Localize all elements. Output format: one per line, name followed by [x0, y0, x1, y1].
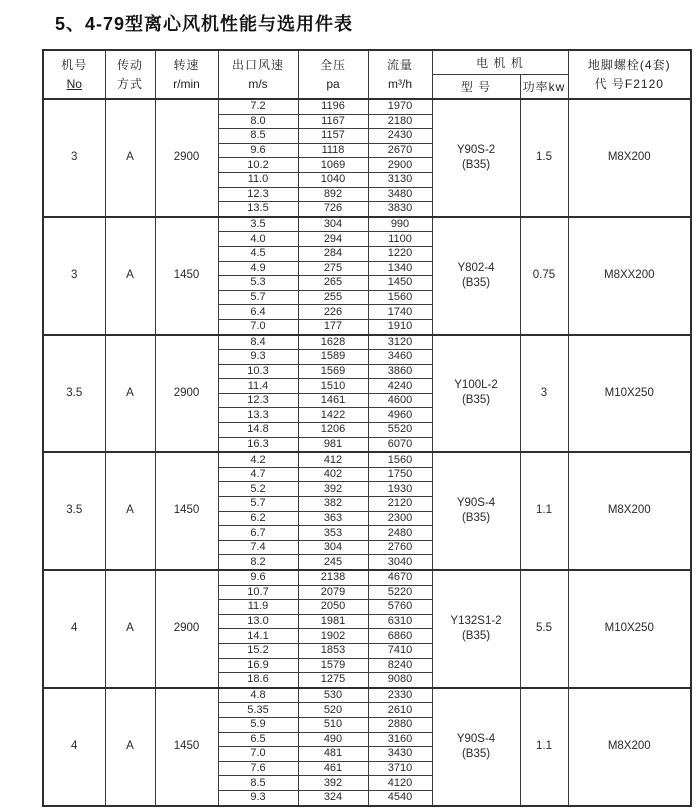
cell-drive: A: [105, 570, 155, 688]
cell-total-pressure: 1461: [298, 393, 368, 408]
cell-total-pressure: 324: [298, 790, 368, 805]
cell-outlet-velocity: 12.3: [218, 393, 298, 408]
cell-machine-no: 3.5: [43, 335, 105, 453]
cell-anchor-bolt: M8X200: [568, 688, 691, 806]
cell-drive: A: [105, 452, 155, 570]
cell-flow: 3430: [368, 747, 432, 762]
cell-total-pressure: 245: [298, 555, 368, 570]
cell-flow: 5220: [368, 585, 432, 600]
cell-drive: A: [105, 335, 155, 453]
cell-total-pressure: 461: [298, 761, 368, 776]
cell-outlet-velocity: 18.6: [218, 673, 298, 688]
header-anchor-bolt-label: 地脚螺栓(4套): [587, 57, 671, 72]
cell-flow: 2300: [368, 511, 432, 526]
header-motor-model: 型 号: [432, 75, 520, 100]
cell-outlet-velocity: 12.3: [218, 187, 298, 202]
cell-drive: A: [105, 217, 155, 335]
cell-total-pressure: 726: [298, 202, 368, 217]
cell-flow: 1220: [368, 246, 432, 261]
header-speed: [155, 50, 218, 99]
header-motor-power: 功率kw: [520, 75, 568, 100]
cell-flow: 3480: [368, 187, 432, 202]
cell-outlet-velocity: 4.5: [218, 246, 298, 261]
cell-flow: 1740: [368, 305, 432, 320]
cell-total-pressure: 402: [298, 467, 368, 482]
cell-flow: 1930: [368, 482, 432, 497]
table-row: [43, 452, 691, 467]
cell-outlet-velocity: 6.2: [218, 511, 298, 526]
motor-mount-line: (B35): [461, 747, 491, 760]
cell-flow: 3130: [368, 172, 432, 187]
header-anchor-bolt-code: 代 号F2120: [594, 76, 664, 91]
header-flow-label: 流量: [386, 57, 413, 72]
cell-flow: 3460: [368, 350, 432, 365]
cell-machine-no: 3: [43, 99, 105, 217]
cell-total-pressure: 382: [298, 497, 368, 512]
cell-flow: 990: [368, 217, 432, 232]
cell-outlet-velocity: 5.2: [218, 482, 298, 497]
cell-total-pressure: 530: [298, 688, 368, 703]
cell-outlet-velocity: 13.0: [218, 614, 298, 629]
header-drive-label: 传动: [116, 57, 143, 72]
motor-model-line: Y90S-4: [456, 497, 496, 510]
cell-outlet-velocity: 11.4: [218, 379, 298, 394]
cell-outlet-velocity: 8.5: [218, 776, 298, 791]
cell-total-pressure: 1853: [298, 643, 368, 658]
cell-flow: 4540: [368, 790, 432, 805]
cell-total-pressure: 1069: [298, 158, 368, 173]
cell-motor-power: 1.1: [520, 688, 568, 806]
cell-flow: 2430: [368, 129, 432, 144]
motor-model-line: Y132S1-2: [450, 614, 502, 627]
cell-outlet-velocity: 13.5: [218, 202, 298, 217]
cell-total-pressure: 304: [298, 217, 368, 232]
cell-outlet-velocity: 13.3: [218, 408, 298, 423]
cell-outlet-velocity: 7.4: [218, 540, 298, 555]
cell-total-pressure: 294: [298, 232, 368, 247]
cell-total-pressure: 1589: [298, 350, 368, 365]
header-total-pressure-label: 全压: [319, 57, 346, 72]
cell-flow: 2610: [368, 703, 432, 718]
cell-total-pressure: 490: [298, 732, 368, 747]
motor-mount-line: (B35): [461, 394, 491, 407]
cell-outlet-velocity: 16.9: [218, 658, 298, 673]
cell-flow: 9080: [368, 673, 432, 688]
cell-outlet-velocity: 8.4: [218, 335, 298, 350]
cell-motor-model: [432, 688, 520, 806]
cell-total-pressure: 1510: [298, 379, 368, 394]
cell-outlet-velocity: 7.0: [218, 319, 298, 334]
cell-total-pressure: 1628: [298, 335, 368, 350]
cell-total-pressure: 363: [298, 511, 368, 526]
cell-outlet-velocity: 8.5: [218, 129, 298, 144]
cell-outlet-velocity: 7.2: [218, 99, 298, 114]
cell-total-pressure: 412: [298, 452, 368, 467]
cell-flow: 4240: [368, 379, 432, 394]
cell-total-pressure: 392: [298, 482, 368, 497]
header-flow: [368, 50, 432, 99]
cell-motor-model: [432, 452, 520, 570]
cell-flow: 7410: [368, 643, 432, 658]
cell-motor-power: 1.1: [520, 452, 568, 570]
header-drive: [105, 50, 155, 99]
table-row: [43, 217, 691, 232]
header-motor-group: 电 机 机: [432, 50, 568, 75]
header-outlet-velocity: [218, 50, 298, 99]
cell-outlet-velocity: 9.3: [218, 350, 298, 365]
cell-total-pressure: 392: [298, 776, 368, 791]
header-speed-label: 转速: [173, 57, 200, 72]
cell-machine-no: 4: [43, 570, 105, 688]
page-title: 5、4-79型离心风机性能与选用件表: [55, 14, 354, 34]
cell-outlet-velocity: 6.4: [218, 305, 298, 320]
cell-flow: 2670: [368, 143, 432, 158]
cell-speed: 2900: [155, 570, 218, 688]
cell-motor-power: 1.5: [520, 99, 568, 217]
cell-outlet-velocity: 6.7: [218, 526, 298, 541]
cell-total-pressure: 1040: [298, 172, 368, 187]
cell-outlet-velocity: 10.2: [218, 158, 298, 173]
cell-outlet-velocity: 6.5: [218, 732, 298, 747]
cell-total-pressure: 1902: [298, 629, 368, 644]
cell-outlet-velocity: 14.8: [218, 423, 298, 438]
header-flow-unit: m³/h: [388, 76, 412, 91]
cell-flow: 2880: [368, 717, 432, 732]
header-outlet-velocity-label: 出口风速: [231, 57, 284, 72]
cell-speed: 1450: [155, 452, 218, 570]
cell-outlet-velocity: 14.1: [218, 629, 298, 644]
table-row: [43, 570, 691, 585]
cell-total-pressure: 1981: [298, 614, 368, 629]
cell-flow: 2120: [368, 497, 432, 512]
cell-total-pressure: 1157: [298, 129, 368, 144]
cell-total-pressure: 981: [298, 437, 368, 452]
motor-mount-line: (B35): [461, 158, 491, 171]
cell-flow: 2900: [368, 158, 432, 173]
cell-outlet-velocity: 5.7: [218, 497, 298, 512]
cell-flow: 6860: [368, 629, 432, 644]
table-row: [43, 688, 691, 703]
cell-total-pressure: 2050: [298, 600, 368, 615]
cell-flow: 3120: [368, 335, 432, 350]
cell-motor-power: 3: [520, 335, 568, 453]
motor-model-line: Y802-4: [457, 261, 495, 274]
cell-outlet-velocity: 9.3: [218, 790, 298, 805]
cell-total-pressure: 1118: [298, 143, 368, 158]
cell-speed: 2900: [155, 99, 218, 217]
cell-outlet-velocity: 4.7: [218, 467, 298, 482]
cell-outlet-velocity: 4.9: [218, 261, 298, 276]
cell-flow: 2480: [368, 526, 432, 541]
cell-flow: 1560: [368, 452, 432, 467]
cell-total-pressure: 304: [298, 540, 368, 555]
motor-mount-line: (B35): [461, 276, 491, 289]
table-body: [43, 99, 691, 806]
cell-flow: 1100: [368, 232, 432, 247]
cell-total-pressure: 265: [298, 276, 368, 291]
cell-outlet-velocity: 5.7: [218, 290, 298, 305]
cell-flow: 3860: [368, 364, 432, 379]
cell-speed: 2900: [155, 335, 218, 453]
header-machine-no: [43, 50, 105, 99]
cell-flow: 1450: [368, 276, 432, 291]
cell-speed: 1450: [155, 217, 218, 335]
cell-total-pressure: 284: [298, 246, 368, 261]
cell-flow: 4960: [368, 408, 432, 423]
cell-flow: 2180: [368, 114, 432, 129]
motor-model-line: Y100L-2: [454, 379, 498, 392]
cell-outlet-velocity: 3.5: [218, 217, 298, 232]
header-speed-unit: r/min: [173, 76, 200, 91]
cell-anchor-bolt: M10X250: [568, 335, 691, 453]
cell-flow: 1340: [368, 261, 432, 276]
cell-total-pressure: 892: [298, 187, 368, 202]
cell-total-pressure: 510: [298, 717, 368, 732]
header-drive-label2: 方式: [116, 76, 143, 91]
cell-flow: 8240: [368, 658, 432, 673]
cell-flow: 4600: [368, 393, 432, 408]
cell-total-pressure: 2079: [298, 585, 368, 600]
cell-outlet-velocity: 4.0: [218, 232, 298, 247]
motor-mount-line: (B35): [461, 512, 491, 525]
cell-outlet-velocity: 7.6: [218, 761, 298, 776]
motor-mount-line: (B35): [461, 629, 491, 642]
cell-outlet-velocity: 11.0: [218, 172, 298, 187]
cell-outlet-velocity: 8.0: [218, 114, 298, 129]
cell-flow: 5760: [368, 600, 432, 615]
cell-total-pressure: 1206: [298, 423, 368, 438]
header-machine-no-label: 机号: [61, 57, 88, 72]
table-row: [43, 99, 691, 114]
cell-flow: 4120: [368, 776, 432, 791]
cell-flow: 1910: [368, 319, 432, 334]
motor-model-line: Y90S-2: [456, 143, 496, 156]
cell-outlet-velocity: 9.6: [218, 570, 298, 585]
cell-outlet-velocity: 9.6: [218, 143, 298, 158]
cell-total-pressure: 255: [298, 290, 368, 305]
cell-total-pressure: 177: [298, 319, 368, 334]
cell-total-pressure: 520: [298, 703, 368, 718]
cell-flow: 3710: [368, 761, 432, 776]
cell-machine-no: 3: [43, 217, 105, 335]
motor-model-line: Y90S-4: [456, 732, 496, 745]
cell-motor-model: [432, 335, 520, 453]
cell-outlet-velocity: 4.8: [218, 688, 298, 703]
cell-flow: 1750: [368, 467, 432, 482]
cell-total-pressure: 1579: [298, 658, 368, 673]
cell-total-pressure: 353: [298, 526, 368, 541]
cell-outlet-velocity: 10.7: [218, 585, 298, 600]
cell-flow: 3830: [368, 202, 432, 217]
cell-drive: A: [105, 688, 155, 806]
cell-machine-no: 4: [43, 688, 105, 806]
cell-total-pressure: 1422: [298, 408, 368, 423]
cell-total-pressure: 1569: [298, 364, 368, 379]
cell-flow: 6070: [368, 437, 432, 452]
cell-drive: A: [105, 99, 155, 217]
cell-motor-power: 5.5: [520, 570, 568, 688]
cell-anchor-bolt: M8XX200: [568, 217, 691, 335]
cell-total-pressure: 226: [298, 305, 368, 320]
header-total-pressure-unit: pa: [326, 76, 340, 91]
cell-motor-power: 0.75: [520, 217, 568, 335]
cell-motor-model: [432, 99, 520, 217]
cell-machine-no: 3.5: [43, 452, 105, 570]
cell-flow: 5520: [368, 423, 432, 438]
cell-flow: 6310: [368, 614, 432, 629]
cell-outlet-velocity: 4.2: [218, 452, 298, 467]
cell-flow: 4670: [368, 570, 432, 585]
cell-motor-model: [432, 217, 520, 335]
cell-flow: 1560: [368, 290, 432, 305]
cell-total-pressure: 1167: [298, 114, 368, 129]
cell-anchor-bolt: M10X250: [568, 570, 691, 688]
cell-anchor-bolt: M8X200: [568, 452, 691, 570]
cell-total-pressure: 2138: [298, 570, 368, 585]
cell-outlet-velocity: 5.35: [218, 703, 298, 718]
cell-total-pressure: 1196: [298, 99, 368, 114]
fan-performance-table: [42, 49, 692, 807]
cell-outlet-velocity: 16.3: [218, 437, 298, 452]
table-row: [43, 335, 691, 350]
cell-outlet-velocity: 5.3: [218, 276, 298, 291]
cell-outlet-velocity: 11.9: [218, 600, 298, 615]
header-machine-no-unit: No: [66, 76, 82, 91]
cell-motor-model: [432, 570, 520, 688]
cell-speed: 1450: [155, 688, 218, 806]
cell-flow: 3160: [368, 732, 432, 747]
cell-flow: 1970: [368, 99, 432, 114]
cell-outlet-velocity: 8.2: [218, 555, 298, 570]
cell-outlet-velocity: 15.2: [218, 643, 298, 658]
cell-total-pressure: 1275: [298, 673, 368, 688]
cell-outlet-velocity: 5.9: [218, 717, 298, 732]
cell-flow: 2330: [368, 688, 432, 703]
cell-flow: 3040: [368, 555, 432, 570]
header-outlet-velocity-unit: m/s: [248, 76, 268, 91]
cell-anchor-bolt: M8X200: [568, 99, 691, 217]
cell-flow: 2760: [368, 540, 432, 555]
header-anchor-bolt: [568, 50, 691, 99]
cell-outlet-velocity: 10.3: [218, 364, 298, 379]
table-header: [43, 50, 691, 99]
cell-total-pressure: 275: [298, 261, 368, 276]
cell-outlet-velocity: 7.0: [218, 747, 298, 762]
header-total-pressure: [298, 50, 368, 99]
cell-total-pressure: 481: [298, 747, 368, 762]
